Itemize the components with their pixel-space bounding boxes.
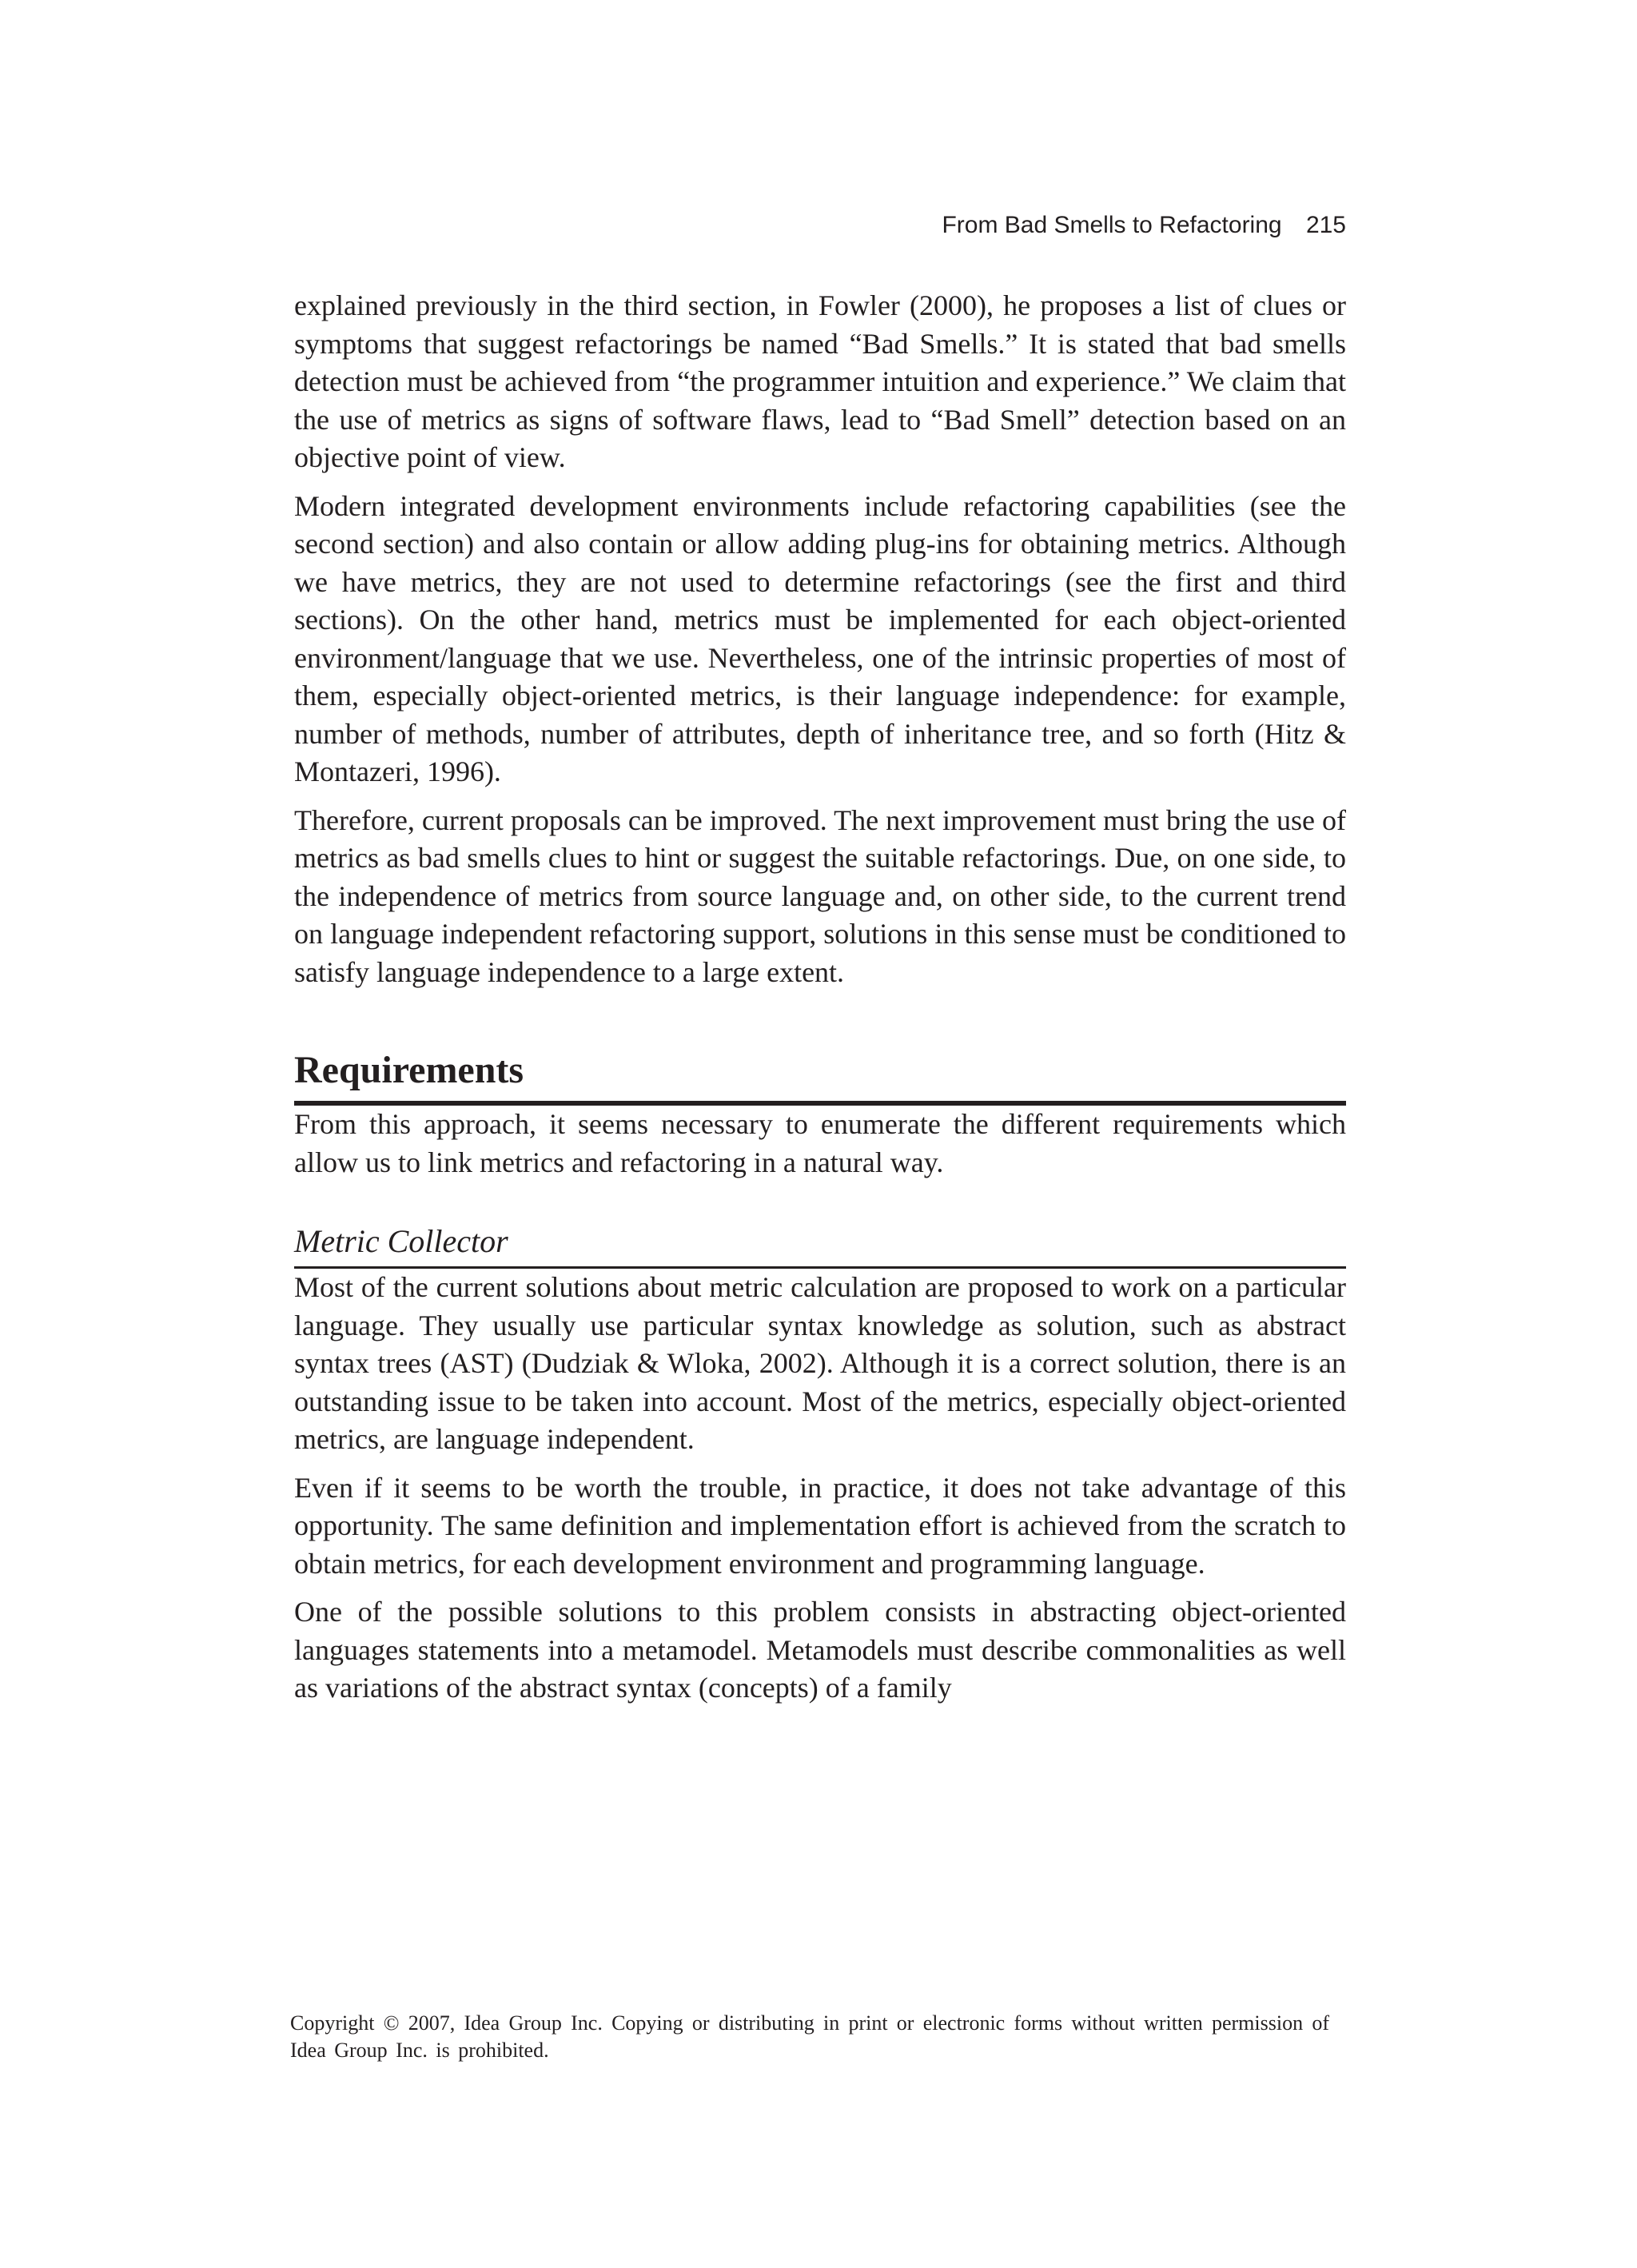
body-paragraph: Most of the current solutions about metric calculation are proposed to work on a particular language. They usually use particular syntax knowledge as solution, such as abstract syntax trees (AST) (Dudziak & Wloka, 2002). Although it is a correct solution, there is an outstanding issue to be taken into account. Most of the metrics, especially object-oriented metrics, are language independent.: [294, 1271, 1346, 1455]
body-paragraph: Even if it seems to be worth the trouble, in practice, it does not take advantage of this opportunity. The same definition and implementation effort is achieved from the scratch to obtain metrics, for each development environment and programming language.: [294, 1471, 1346, 1580]
running-head-title: From Bad Smells to Refactoring: [942, 212, 1282, 238]
body-paragraph: Therefore, current proposals can be improved. The next improvement must bring the use of metrics as bad smells clues to hint or suggest the suitable refactorings. Due, on one side, to the independence of metrics from source language and, on other side, to the current trend on language independent refactoring support, solutions in this sense must be conditioned to satisfy language independence to a large extent.: [294, 803, 1346, 988]
subsection-heading-metric-collector: Metric Collector: [294, 1220, 1346, 1269]
body-paragraph: explained previously in the third section, in Fowler (2000), he proposes a list of clues or symptoms that suggest refactorings be named “Bad Smells.” It is stated that bad smells detection must be achieved from “the programmer intuition and experience.” We claim that the use of metrics as signs of software flaws, lead to “Bad Smell” detection based on an objective point of view.: [294, 289, 1346, 473]
copyright-notice: Copyright © 2007, Idea Group Inc. Copying or distributing in print or electronic forms without written permission of Idea Group Inc. is prohibited.: [290, 2011, 1329, 2062]
running-head: [942, 206, 1346, 245]
page-number: 215: [1305, 212, 1346, 238]
body-paragraph: From this approach, it seems necessary to enumerate the different requirements which allow us to link metrics and refactoring in a natural way.: [294, 1108, 1346, 1178]
body-paragraph: One of the possible solutions to this problem consists in abstracting object-oriented languages statements into a metamodel. Metamodels must describe commonalities as well as variations of the abstract syntax (concepts) of a family: [294, 1596, 1346, 1704]
page-body: [294, 287, 1346, 1718]
section-heading-requirements: Requirements: [294, 1046, 1346, 1106]
body-paragraph: Modern integrated development environments include refactoring capabilities (see the second section) and also contain or allow adding plug-ins for obtaining metrics. Although we have metrics, they are not used to determine refactorings (see the first and third sections). On the other hand, metrics must be implemented for each object-oriented environment/language that we use. Nevertheless, one of the intrinsic properties of most of them, especially object-oriented metrics, is their language independence: for example, number of methods, number of attributes, depth of inheritance tree, and so forth (Hitz & Montazeri, 1996).: [294, 489, 1346, 787]
